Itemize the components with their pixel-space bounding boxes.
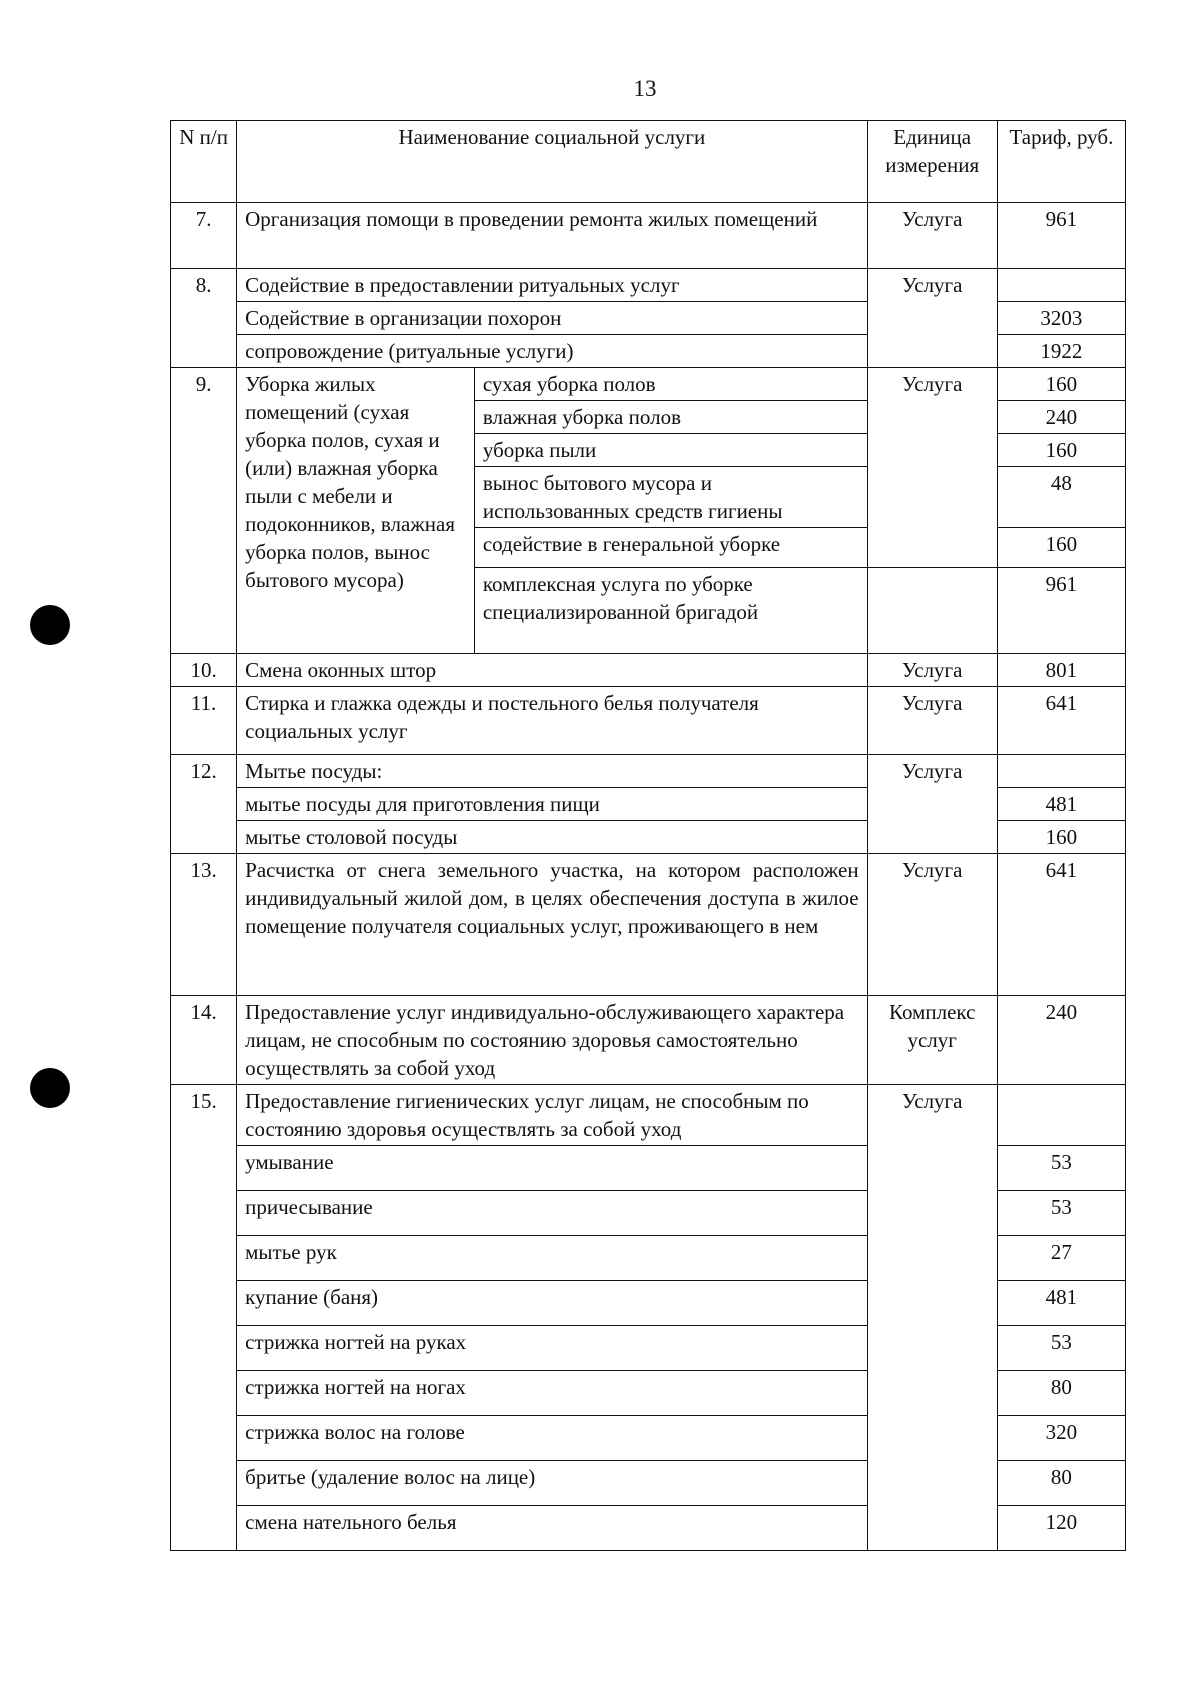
sub-service-name: вынос бытового мусора и использованных средств гигиены — [474, 467, 867, 528]
tariff-cell — [997, 269, 1125, 302]
tariff-cell: 160 — [997, 528, 1125, 568]
sub-service-name: стрижка волос на голове — [237, 1416, 867, 1461]
header-num: N п/п — [171, 121, 237, 203]
table-row — [171, 269, 1126, 302]
tariff-cell: 240 — [997, 996, 1125, 1085]
sub-service-name: умывание — [237, 1146, 867, 1191]
tariff-cell: 320 — [997, 1416, 1125, 1461]
table-row — [171, 203, 1126, 269]
service-name: Мытье посуды: — [237, 755, 867, 788]
punch-hole-mark — [30, 605, 70, 645]
unit-cell: Комплекс услуг — [867, 996, 997, 1085]
table-row — [171, 368, 1126, 401]
tariff-cell: 1922 — [997, 335, 1125, 368]
row-num: 15. — [171, 1085, 237, 1551]
row-num: 8. — [171, 269, 237, 368]
row-num: 11. — [171, 687, 237, 755]
tariff-cell: 3203 — [997, 302, 1125, 335]
tariff-cell: 801 — [997, 654, 1125, 687]
sub-service-name: мытье столовой посуды — [237, 821, 867, 854]
tariff-cell: 48 — [997, 467, 1125, 528]
unit-cell: Услуга — [867, 654, 997, 687]
table-row — [171, 1085, 1126, 1146]
service-name: Расчистка от снега земельного участка, на котором расположен индивидуальный жилой дом, в целях обеспечения доступа в жилое помещение получателя социальных услуг, проживающего в нем — [237, 854, 867, 996]
tariff-table — [170, 120, 1126, 1551]
unit-cell: Услуга — [867, 368, 997, 568]
service-group-name: Уборка жилых помещений (сухая уборка полов, сухая и (или) влажная уборка пыли с мебели и подоконников, влажная уборка полов, вынос бытового мусора) — [237, 368, 475, 654]
tariff-cell: 641 — [997, 854, 1125, 996]
sub-service-name: уборка пыли — [474, 434, 867, 467]
tariff-cell: 27 — [997, 1236, 1125, 1281]
tariff-cell: 80 — [997, 1461, 1125, 1506]
table-row — [171, 854, 1126, 996]
sub-service-name: сопровождение (ритуальные услуги) — [237, 335, 867, 368]
sub-service-name: смена нательного белья — [237, 1506, 867, 1551]
sub-service-name: сухая уборка полов — [474, 368, 867, 401]
table-row — [171, 687, 1126, 755]
tariff-cell: 481 — [997, 788, 1125, 821]
tariff-cell: 961 — [997, 203, 1125, 269]
tariff-cell: 961 — [997, 568, 1125, 654]
row-num: 7. — [171, 203, 237, 269]
row-num: 13. — [171, 854, 237, 996]
service-name: Предоставление услуг индивидуально-обслуживающего характера лицам, не способным по состоянию здоровья самостоятельно осуществлять за собой уход — [237, 996, 867, 1085]
unit-cell: Услуга — [867, 269, 997, 368]
sub-service-name: причесывание — [237, 1191, 867, 1236]
unit-cell-empty — [867, 568, 997, 654]
sub-service-name: стрижка ногтей на руках — [237, 1326, 867, 1371]
sub-service-name: бритье (удаление волос на лице) — [237, 1461, 867, 1506]
unit-cell: Услуга — [867, 755, 997, 854]
tariff-cell: 160 — [997, 821, 1125, 854]
tariff-cell: 481 — [997, 1281, 1125, 1326]
tariff-cell: 240 — [997, 401, 1125, 434]
header-name: Наименование социальной услуги — [237, 121, 867, 203]
page-number: 13 — [633, 76, 657, 101]
row-num: 9. — [171, 368, 237, 654]
sub-service-name: содействие в генеральной уборке — [474, 528, 867, 568]
sub-service-name: мытье рук — [237, 1236, 867, 1281]
service-name: Содействие в предоставлении ритуальных услуг — [237, 269, 867, 302]
row-num: 14. — [171, 996, 237, 1085]
header-tariff: Тариф, руб. — [997, 121, 1125, 203]
unit-cell: Услуга — [867, 1085, 997, 1551]
tariff-cell: 160 — [997, 434, 1125, 467]
service-name: Предоставление гигиенических услуг лицам, не способным по состоянию здоровья осуществлять за собой уход — [237, 1085, 867, 1146]
header-unit: Единица измерения — [867, 121, 997, 203]
unit-cell: Услуга — [867, 203, 997, 269]
unit-cell: Услуга — [867, 687, 997, 755]
table-header-row — [171, 121, 1126, 203]
tariff-cell: 53 — [997, 1191, 1125, 1236]
tariff-cell: 160 — [997, 368, 1125, 401]
table-row — [171, 996, 1126, 1085]
row-num: 12. — [171, 755, 237, 854]
sub-service-name: влажная уборка полов — [474, 401, 867, 434]
sub-service-name: комплексная услуга по уборке специализированной бригадой — [474, 568, 867, 654]
sub-service-name: Содействие в организации похорон — [237, 302, 867, 335]
tariff-cell: 80 — [997, 1371, 1125, 1416]
tariff-cell — [997, 755, 1125, 788]
tariff-cell: 53 — [997, 1326, 1125, 1371]
punch-hole-mark — [30, 1068, 70, 1108]
row-num: 10. — [171, 654, 237, 687]
tariff-cell — [997, 1085, 1125, 1146]
service-name: Смена оконных штор — [237, 654, 867, 687]
table-row — [171, 654, 1126, 687]
unit-cell: Услуга — [867, 854, 997, 996]
tariff-cell: 120 — [997, 1506, 1125, 1551]
table-row — [171, 755, 1126, 788]
sub-service-name: купание (баня) — [237, 1281, 867, 1326]
sub-service-name: мытье посуды для приготовления пищи — [237, 788, 867, 821]
sub-service-name: стрижка ногтей на ногах — [237, 1371, 867, 1416]
service-name: Стирка и глажка одежды и постельного белья получателя социальных услуг — [237, 687, 867, 755]
tariff-cell: 641 — [997, 687, 1125, 755]
tariff-cell: 53 — [997, 1146, 1125, 1191]
service-name: Организация помощи в проведении ремонта жилых помещений — [237, 203, 867, 269]
